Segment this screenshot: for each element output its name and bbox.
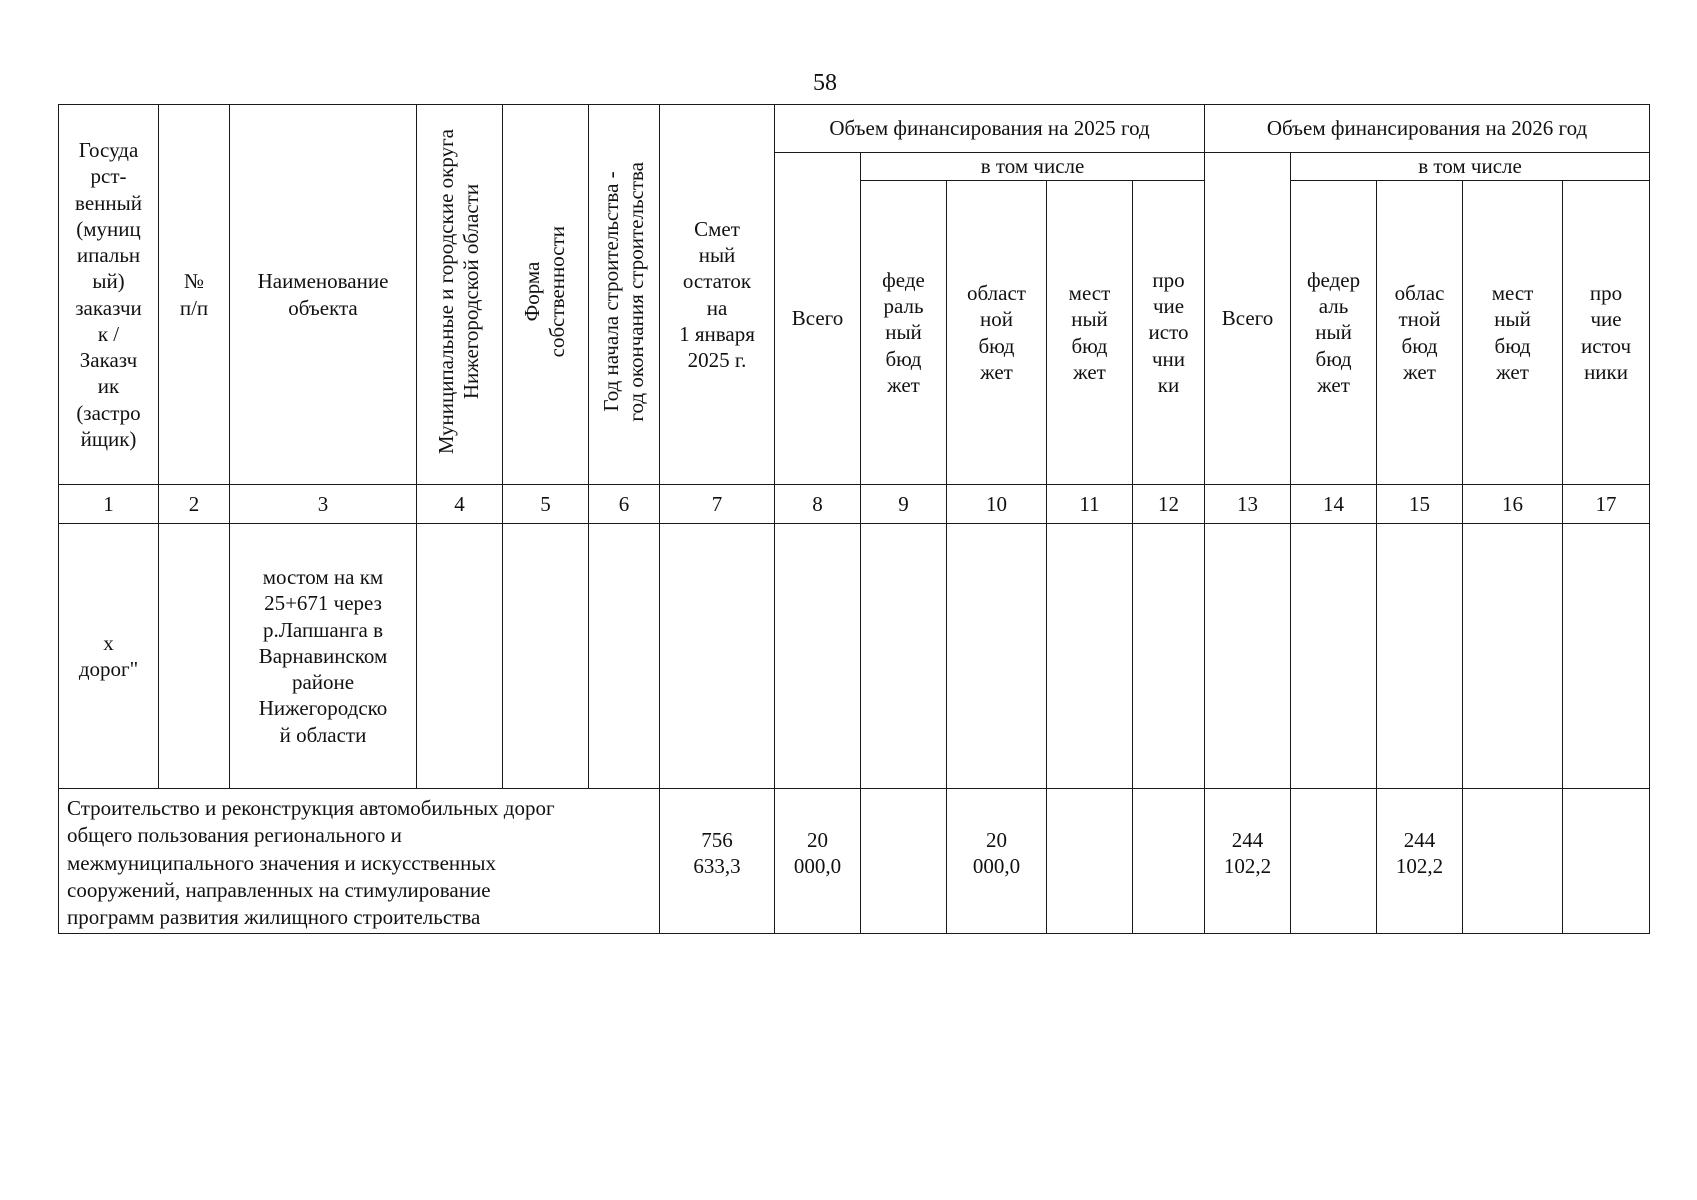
column-number: 14 (1291, 485, 1377, 524)
table-row (59, 524, 1650, 789)
header-total-2025: Всего (775, 153, 861, 485)
header-federal-2026: федер аль ный бюд жет (1291, 181, 1377, 485)
column-number: 6 (589, 485, 660, 524)
column-number: 1 (59, 485, 159, 524)
summary-row (59, 789, 1650, 934)
column-number: 7 (660, 485, 775, 524)
cell-local-2026 (1463, 524, 1563, 789)
financing-table (58, 104, 1650, 934)
header-local-2025: мест ный бюд жет (1047, 181, 1133, 485)
header-years: Год начала строительства - год окончания строительства (589, 105, 660, 485)
header-including-2025: в том числе (861, 153, 1205, 181)
cell-total-2025 (775, 524, 861, 789)
summary-federal-2026 (1291, 789, 1377, 934)
column-number: 5 (503, 485, 589, 524)
summary-regional-2026: 244 102,2 (1377, 789, 1463, 934)
cell-ownership (503, 524, 589, 789)
summary-estimate: 756 633,3 (660, 789, 775, 934)
column-number: 11 (1047, 485, 1133, 524)
header-customer: Госуда рст- венный (муниц ипальн ый) заказчи к / Заказч ик (застро йщик) (59, 105, 159, 485)
cell-federal-2026 (1291, 524, 1377, 789)
cell-other-2026 (1563, 524, 1650, 789)
header-local-2026: мест ный бюд жет (1463, 181, 1563, 485)
header-other-2026: про чие источ ники (1563, 181, 1650, 485)
header-other-2025: про чие исто чни ки (1133, 181, 1205, 485)
column-number: 8 (775, 485, 861, 524)
header-ownership: Форма собственности (503, 105, 589, 485)
cell-other-2025 (1133, 524, 1205, 789)
column-number-row (59, 485, 1650, 524)
summary-local-2026 (1463, 789, 1563, 934)
header-number: № п/п (159, 105, 230, 485)
cell-years (589, 524, 660, 789)
header-municipal: Муниципальные и городские округа Нижегородской области (417, 105, 503, 485)
summary-federal-2025 (861, 789, 947, 934)
summary-label: Строительство и реконструкция автомобильных дорог общего пользования регионального и межмуниципального значения и искусственных сооружений, направленных на стимулирование программ развития жилищного строительства (59, 789, 660, 934)
column-number: 10 (947, 485, 1047, 524)
column-number: 9 (861, 485, 947, 524)
cell-number (159, 524, 230, 789)
header-including-2026: в том числе (1291, 153, 1650, 181)
header-object-name: Наименование объекта (230, 105, 417, 485)
header-regional-2025: област ной бюд жет (947, 181, 1047, 485)
cell-regional-2026 (1377, 524, 1463, 789)
column-number: 17 (1563, 485, 1650, 524)
summary-other-2025 (1133, 789, 1205, 934)
summary-local-2025 (1047, 789, 1133, 934)
summary-total-2025: 20 000,0 (775, 789, 861, 934)
header-funding-2025: Объем финансирования на 2025 год (775, 105, 1205, 153)
header-regional-2026: облас тной бюд жет (1377, 181, 1463, 485)
cell-object-name: мостом на км 25+671 через р.Лапшанга в Варнавинском районе Нижегородско й области (230, 524, 417, 789)
cell-local-2025 (1047, 524, 1133, 789)
header-row-top (59, 105, 1650, 153)
header-estimate: Смет ный остаток на 1 января 2025 г. (660, 105, 775, 485)
page-number: 58 (813, 70, 837, 96)
cell-regional-2025 (947, 524, 1047, 789)
cell-federal-2025 (861, 524, 947, 789)
header-funding-2026: Объем финансирования на 2026 год (1205, 105, 1650, 153)
summary-other-2026 (1563, 789, 1650, 934)
column-number: 4 (417, 485, 503, 524)
cell-customer: х дорог" (59, 524, 159, 789)
column-number: 3 (230, 485, 417, 524)
column-number: 2 (159, 485, 230, 524)
column-number: 15 (1377, 485, 1463, 524)
header-federal-2025: феде раль ный бюд жет (861, 181, 947, 485)
column-number: 16 (1463, 485, 1563, 524)
summary-regional-2025: 20 000,0 (947, 789, 1047, 934)
header-total-2026: Всего (1205, 153, 1291, 485)
column-number: 12 (1133, 485, 1205, 524)
column-number: 13 (1205, 485, 1291, 524)
summary-total-2026: 244 102,2 (1205, 789, 1291, 934)
cell-municipal (417, 524, 503, 789)
cell-estimate (660, 524, 775, 789)
cell-total-2026 (1205, 524, 1291, 789)
